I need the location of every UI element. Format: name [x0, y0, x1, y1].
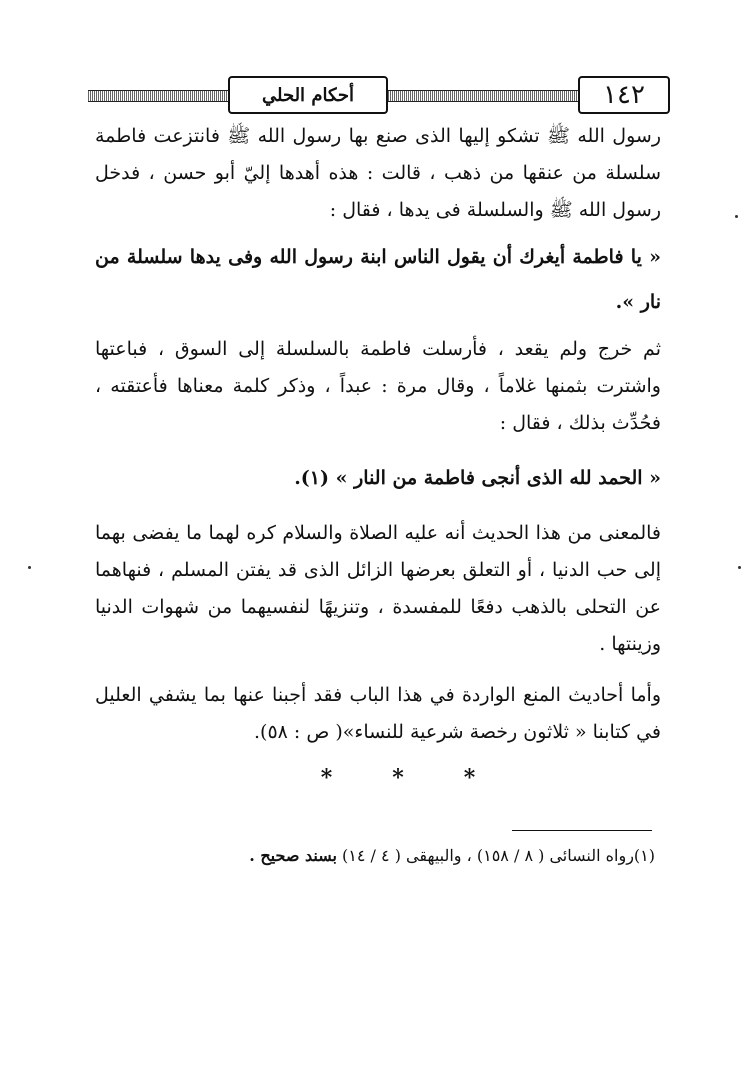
separator-star: * [320, 765, 333, 791]
section-separator [95, 765, 661, 791]
separator-star: * [392, 765, 404, 791]
page-number: ١٤٢ [603, 80, 645, 110]
paragraph-1: رسول الله ﷺ تشكو إليها الذى صنع بها رسول الله ﷺ فانتزعت فاطمة سلسلة من عنقها من ذهب ، قالت : هذه أهدها إليّ أبو حسن ، فدخل رسول الله ﷺ والسلسلة فى يدها ، فقال : [95, 125, 661, 221]
hadith-quote-2: « الحمد لله الذى أنجى فاطمة من النار » (١). [294, 467, 661, 489]
paragraph-3: فالمعنى من هذا الحديث أنه عليه الصلاة والسلام كره لهما ما يفضى بهما إلى حب الدنيا ، أو التعلق بعرضها الزائل الذى قد يفتن المسلم ، فنهاهما عن التحلى بالذهب دفعًا للمفسدة ، وتنزيهًا لنفسيهما من شهوات الدنيا وزينتها . [95, 522, 661, 655]
paragraph-2: ثم خرج ولم يقعد ، فأرسلت فاطمة بالسلسلة إلى السوق ، فباعتها واشترت بثمنها غلاماً ، وقال مرة : عبداً ، وذكر كلمة معناها فأعتقته ، فحُدِّث بذلك ، فقال : [95, 338, 661, 434]
scan-mark [735, 215, 738, 218]
paragraph-4: وأما أحاديث المنع الواردة في هذا الباب فقد أجبنا عنها بما يشفي العليل في كتابنا « ثلاثون رخصة شرعية للنساء»( ص : ٥٨). [95, 684, 661, 743]
book-title: أحكام الحلي [261, 84, 355, 106]
page-number-box [578, 76, 670, 114]
footnote [95, 844, 655, 868]
scan-mark [738, 566, 741, 569]
hadith-quote-1: « يا فاطمة أيغرك أن يقول الناس ابنة رسول الله وفى يدها سلسلة من نار ». [95, 246, 661, 313]
footnote-bold-tail: بسند صحيح . [249, 846, 337, 865]
separator-star: * [463, 765, 476, 791]
book-title-box [228, 76, 388, 114]
scan-mark [28, 566, 31, 569]
footnote-text: (١)رواه النسائى ( ٨ / ١٥٨) ، والبيهقى ( ٤ / ١٤) [336, 846, 655, 865]
page-header [88, 72, 663, 118]
footnote-divider [512, 830, 652, 831]
main-text [95, 118, 661, 791]
